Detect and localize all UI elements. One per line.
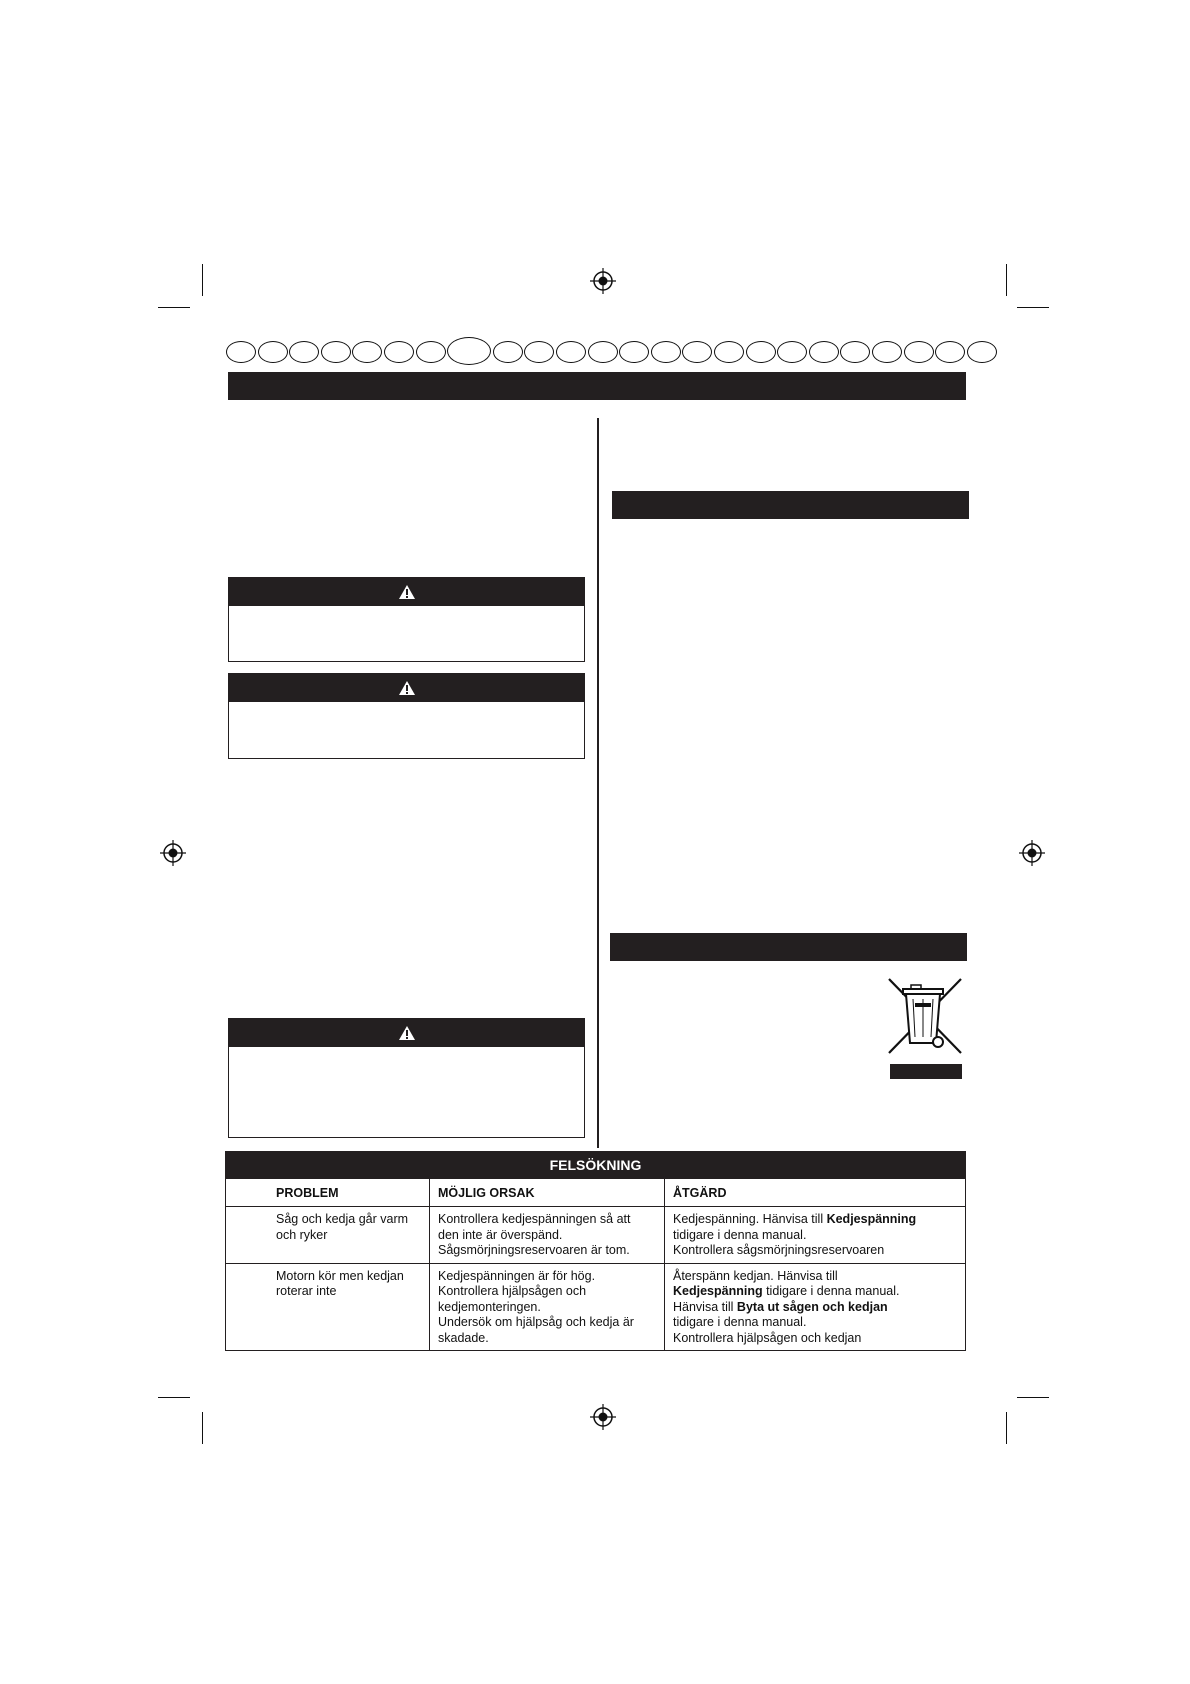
cell-text: Kontrollera hjälpsågen och kedjan <box>673 1330 862 1345</box>
crop-mark <box>1006 264 1007 296</box>
crop-mark <box>158 1397 190 1398</box>
cell-text: Kontrollera hjälpsågen och <box>438 1284 587 1298</box>
cell-text-bold: Kedjespänning <box>673 1284 763 1298</box>
language-tab[interactable] <box>651 341 681 363</box>
section-header-bar <box>612 491 969 519</box>
cell-text: Kontrollera sågsmörjningsreservoaren <box>673 1243 885 1257</box>
crop-mark <box>1017 307 1049 308</box>
cell-text: Motorn kör men kedjan <box>276 1268 404 1283</box>
column-header-cause: MÖJLIG ORSAK <box>430 1179 665 1207</box>
crop-mark <box>1017 1397 1049 1398</box>
warning-triangle-icon <box>398 1025 416 1041</box>
crossed-out-wheelie-bin-icon <box>885 975 965 1057</box>
warning-triangle-icon <box>398 680 416 696</box>
cell-text: skadade. <box>438 1330 489 1345</box>
language-tab-active[interactable] <box>447 337 491 365</box>
warning-header <box>229 674 584 702</box>
language-tab[interactable] <box>809 341 839 363</box>
language-tab[interactable] <box>556 341 586 363</box>
language-tab[interactable] <box>493 341 523 363</box>
warning-box <box>228 577 585 662</box>
language-tab[interactable] <box>682 341 712 363</box>
language-tab[interactable] <box>714 341 744 363</box>
language-tab[interactable] <box>904 341 934 363</box>
language-tab[interactable] <box>226 341 256 363</box>
language-tab[interactable] <box>777 341 807 363</box>
section-header-bar <box>610 933 967 961</box>
cause-cell <box>430 1263 665 1351</box>
registration-mark-icon <box>160 840 186 866</box>
cell-text: Hänvisa till <box>673 1299 737 1314</box>
language-tab[interactable] <box>258 341 288 363</box>
warning-box <box>228 673 585 759</box>
warning-header <box>229 1019 584 1047</box>
table-title: FELSÖKNING <box>226 1152 966 1179</box>
column-header-remedy: ÅTGÄRD <box>665 1179 966 1207</box>
column-header-problem: PROBLEM <box>226 1179 430 1207</box>
cell-text: den inte är överspänd. <box>438 1227 563 1242</box>
language-tab[interactable] <box>588 341 618 363</box>
cause-cell <box>430 1207 665 1264</box>
language-tab[interactable] <box>840 341 870 363</box>
cell-text: Kedjespänningen är för hög. <box>438 1268 596 1283</box>
cell-text: Undersök om hjälpsåg och kedja är <box>438 1315 634 1329</box>
cell-text: kedjemonteringen. <box>438 1299 541 1314</box>
remedy-cell <box>665 1263 966 1351</box>
warning-box <box>228 1018 585 1138</box>
registration-mark-icon <box>590 1404 616 1430</box>
weee-bar <box>890 1064 962 1079</box>
cell-text: Såg och kedja går varm <box>276 1212 409 1226</box>
cell-text-bold: Kedjespänning <box>826 1212 917 1226</box>
registration-mark-icon <box>590 268 616 294</box>
language-tab[interactable] <box>289 341 319 363</box>
cell-line <box>673 1212 959 1228</box>
remedy-cell <box>665 1207 966 1264</box>
language-tab[interactable] <box>619 341 649 363</box>
troubleshooting-table <box>225 1151 966 1351</box>
language-tab[interactable] <box>524 341 554 363</box>
cell-text: Kontrollera kedjespänningen så att <box>438 1212 631 1226</box>
language-tab[interactable] <box>935 341 965 363</box>
language-tab[interactable] <box>321 341 351 363</box>
cell-text: roterar inte <box>276 1284 337 1298</box>
cell-text: tidigare i denna manual. <box>673 1315 807 1329</box>
problem-cell <box>226 1207 430 1264</box>
crop-mark <box>202 1412 203 1444</box>
crop-mark <box>202 264 203 296</box>
language-tab[interactable] <box>384 341 414 363</box>
cell-line <box>673 1284 959 1300</box>
warning-header <box>229 578 584 606</box>
cell-text: Återspänn kedjan. Hänvisa till <box>673 1268 838 1283</box>
language-tab[interactable] <box>746 341 776 363</box>
language-tab[interactable] <box>967 341 997 363</box>
section-header-bar <box>228 372 966 400</box>
column-divider <box>597 418 599 1148</box>
cell-text: tidigare i denna manual. <box>673 1227 807 1242</box>
table-row <box>226 1207 966 1264</box>
registration-mark-icon <box>1019 840 1045 866</box>
cell-text: och ryker <box>276 1227 328 1242</box>
crop-mark <box>1006 1412 1007 1444</box>
language-tab[interactable] <box>416 341 446 363</box>
cell-text: Kedjespänning. Hänvisa till <box>673 1212 827 1226</box>
table-row <box>226 1263 966 1351</box>
cell-text: tidigare i denna manual. <box>762 1284 900 1298</box>
cell-text: Sågsmörjningsreservoaren är tom. <box>438 1243 630 1257</box>
cell-line <box>673 1300 959 1316</box>
language-tab[interactable] <box>872 341 902 363</box>
cell-text-bold: Byta ut sågen och kedjan <box>736 1299 888 1314</box>
language-tab[interactable] <box>352 341 382 363</box>
crop-mark <box>158 307 190 308</box>
warning-triangle-icon <box>398 584 416 600</box>
problem-cell <box>226 1263 430 1351</box>
